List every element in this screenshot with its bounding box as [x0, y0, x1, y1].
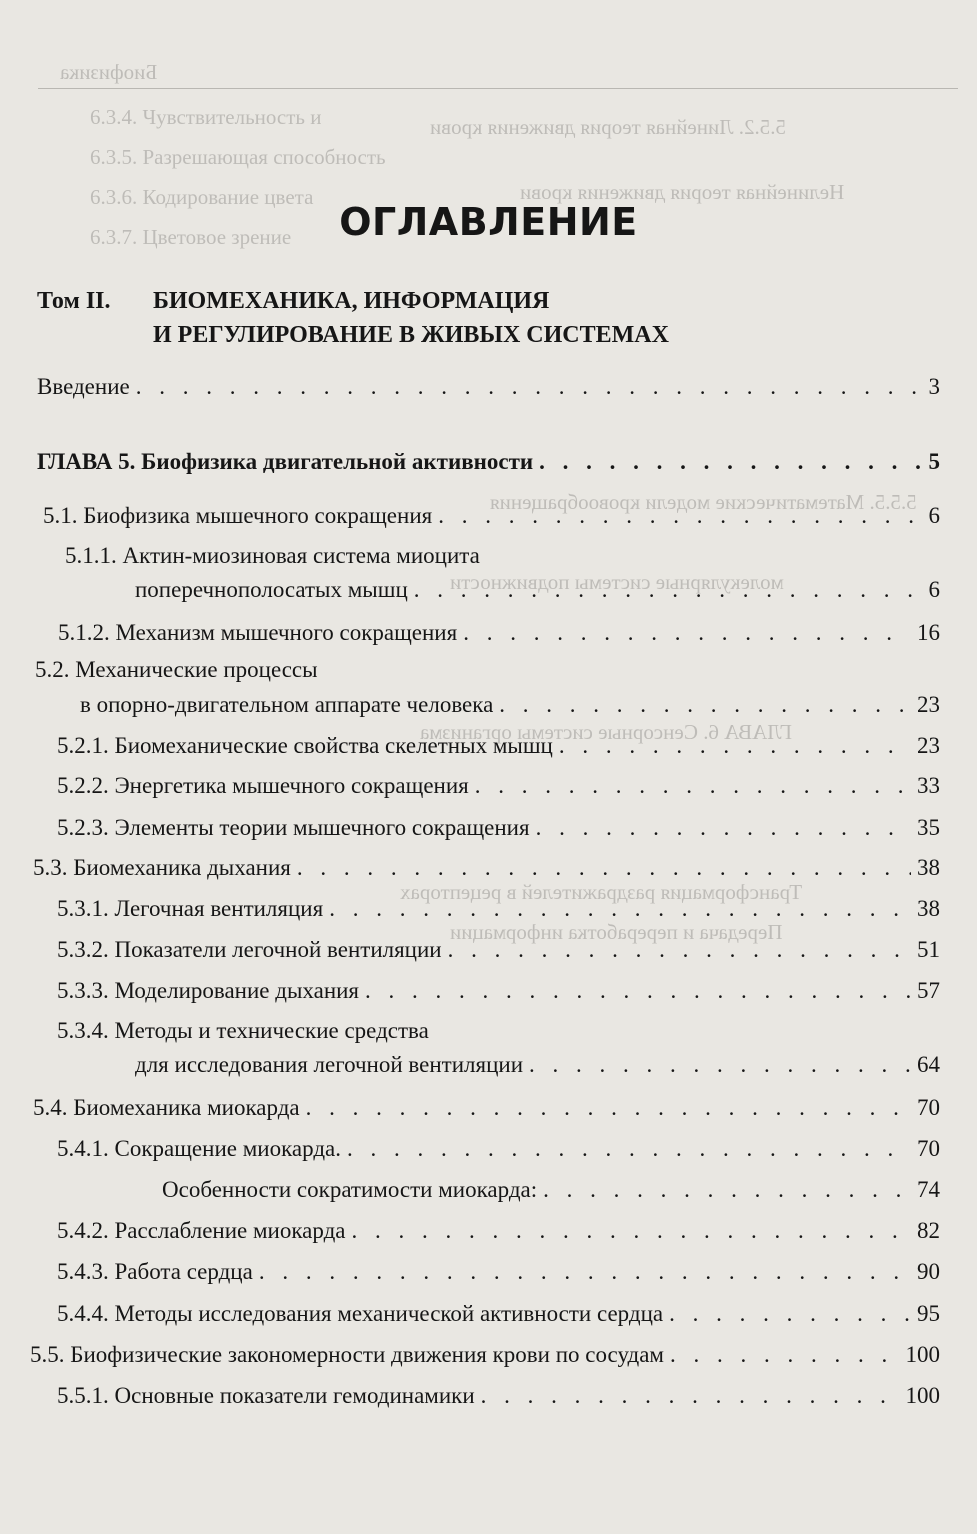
- leader-dots: [463, 620, 911, 646]
- toc-entry-5-5[interactable]: [30, 1342, 940, 1368]
- leader-dots: [670, 1342, 900, 1368]
- toc-entry-5-4[interactable]: [33, 1095, 940, 1121]
- toc-entry-label: 5.3.3. Моделирование дыхания: [57, 978, 360, 1003]
- toc-entry-label: 5.3. Биомеханика дыхания: [33, 855, 291, 880]
- toc-entry-label: 5.2.1. Биомеханические свойства скелетных мышц: [57, 733, 553, 758]
- toc-entry-label: 5.2.3. Элементы теории мышечного сокращения: [57, 815, 530, 840]
- toc-entry-label: 5.5. Биофизические закономерности движения крови по сосудам: [30, 1342, 664, 1367]
- bleed-through-text: 6.3.4. Чувствительность и: [90, 105, 322, 129]
- toc-entry-5-4-3[interactable]: [57, 1259, 940, 1285]
- toc-entry-label: Особенности сократимости миокарда:: [162, 1177, 538, 1202]
- bleed-through-text: Нелинейная теория движения крови: [520, 180, 845, 204]
- leader-dots: [539, 449, 922, 475]
- leader-dots: [352, 1218, 912, 1244]
- bleed-through-text: 6.3.6. Кодирование цвета: [90, 185, 314, 209]
- bleed-through-text: молекулярные системы подвижности: [450, 570, 784, 594]
- toc-entry-page: 95: [917, 1301, 940, 1326]
- toc-entry-page: 38: [917, 896, 940, 921]
- toc-entry-page: 57: [917, 978, 940, 1003]
- bleed-through-text: Трансформация раздражителей в рецепторах: [400, 880, 803, 904]
- toc-entry-page: 23: [917, 692, 940, 717]
- leader-dots: [499, 692, 911, 718]
- toc-entry-label: 5.3.1. Легочная вентиляция: [57, 896, 324, 921]
- toc-entry-page: 64: [917, 1052, 940, 1077]
- header-rule: [38, 88, 958, 89]
- toc-entry-5-2-line1[interactable]: 5.2. Механические процессы: [35, 657, 318, 682]
- volume-title-line2: И РЕГУЛИРОВАНИЕ В ЖИВЫХ СИСТЕМАХ: [153, 322, 669, 348]
- bleed-through-text: 6.3.5. Разрешающая способность: [90, 145, 386, 169]
- leader-dots: [475, 773, 911, 799]
- leader-dots: [329, 896, 911, 922]
- toc-entry-label: 5.5.1. Основные показатели гемодинамики: [57, 1383, 475, 1408]
- toc-entry-page: 33: [917, 773, 940, 798]
- leader-dots: [669, 1301, 911, 1327]
- toc-entry-label: ГЛАВА 5. Биофизика двигательной активности: [37, 449, 534, 474]
- toc-entry-page: 3: [928, 374, 940, 399]
- toc-entry-page: 74: [917, 1177, 940, 1202]
- toc-entry-5-3-4[interactable]: [135, 1052, 940, 1078]
- toc-entry-page: 5: [928, 449, 940, 474]
- page-title: ОГЛАВЛЕНИЕ: [339, 200, 638, 244]
- toc-entry-label: 5.4.2. Расслабление миокарда: [57, 1218, 346, 1243]
- leader-dots: [306, 1095, 911, 1121]
- toc-entry-5-3-4-line1[interactable]: 5.3.4. Методы и технические средства: [57, 1018, 429, 1043]
- bleed-through-text: 5.5.5. Математические модели кровообращения: [490, 490, 917, 514]
- toc-entry-chapter-5[interactable]: [37, 449, 940, 475]
- toc-entry-5-2-2[interactable]: [57, 773, 940, 799]
- toc-entry-page: 70: [917, 1136, 940, 1161]
- toc-entry-5-3-1[interactable]: [57, 896, 940, 922]
- volume-label: Том II.: [37, 288, 111, 314]
- leader-dots: [481, 1383, 900, 1409]
- toc-entry-introduction[interactable]: [37, 374, 940, 400]
- toc-entry-label: 5.4.4. Методы исследования механической активности сердца: [57, 1301, 664, 1326]
- toc-entry-label: в опорно-двигательном аппарате человека: [80, 692, 494, 717]
- leader-dots: [365, 978, 911, 1004]
- toc-entry-label: 5.1.2. Механизм мышечного сокращения: [58, 620, 458, 645]
- toc-entry-page: 70: [917, 1095, 940, 1120]
- toc-entry-5-1-1-line1[interactable]: 5.1.1. Актин-миозиновая система миоцита: [65, 543, 480, 568]
- toc-entry-label: 5.4.1. Сокращение миокарда.: [57, 1136, 341, 1161]
- toc-entry-label: поперечнополосатых мышц: [135, 577, 408, 602]
- toc-entry-5-3-3[interactable]: [57, 978, 940, 1004]
- leader-dots: [536, 815, 911, 841]
- toc-entry-5-5-1[interactable]: [57, 1383, 940, 1409]
- toc-entry-5-2-3[interactable]: [57, 815, 940, 841]
- toc-entry-page: 6: [928, 503, 940, 528]
- leader-dots: [543, 1177, 911, 1203]
- toc-entry-5-2[interactable]: [80, 692, 940, 718]
- toc-entry-5-3[interactable]: [33, 855, 940, 881]
- toc-entry-label: Введение: [37, 374, 130, 399]
- leader-dots: [136, 374, 923, 400]
- toc-entry-5-4-1[interactable]: [57, 1136, 940, 1162]
- bleed-through-text: 5.5.2. Линейная теория движения крови: [430, 115, 787, 139]
- toc-entry-5-1-2[interactable]: [58, 620, 940, 646]
- toc-entry-5-1-1[interactable]: [135, 577, 940, 603]
- toc-entry-5-1[interactable]: [43, 503, 940, 529]
- toc-entry-5-2-1[interactable]: [57, 733, 940, 759]
- leader-dots: [448, 937, 911, 963]
- leader-dots: [414, 577, 923, 603]
- leader-dots: [347, 1136, 911, 1162]
- bleed-through-text: ГЛАВА 6. Сенсорные системы организма: [420, 720, 793, 744]
- toc-entry-page: 6: [928, 577, 940, 602]
- bleed-through-header: Биофизика: [60, 60, 158, 84]
- toc-entry-label: 5.1. Биофизика мышечного сокращения: [43, 503, 433, 528]
- toc-entry-page: 90: [917, 1259, 940, 1284]
- toc-entry-page: 35: [917, 815, 940, 840]
- leader-dots: [529, 1052, 911, 1078]
- toc-entry-label: 5.4. Биомеханика миокарда: [33, 1095, 300, 1120]
- bleed-through-text: 6.3.7. Цветовое зрение: [90, 225, 292, 249]
- toc-entry-label: 5.4.3. Работа сердца: [57, 1259, 253, 1284]
- toc-entry-page: 16: [917, 620, 940, 645]
- leader-dots: [297, 855, 911, 881]
- bleed-through-text: Передача и переработка информации: [450, 920, 783, 944]
- toc-entry-page: 23: [917, 733, 940, 758]
- toc-entry-page: 100: [905, 1383, 940, 1408]
- toc-entry-label: 5.3.2. Показатели легочной вентиляции: [57, 937, 442, 962]
- toc-entry-5-4-4[interactable]: [57, 1301, 940, 1327]
- toc-entry-page: 82: [917, 1218, 940, 1243]
- toc-entry-page: 100: [905, 1342, 940, 1367]
- toc-entry-label: для исследования легочной вентиляции: [135, 1052, 524, 1077]
- toc-entry-page: 51: [917, 937, 940, 962]
- volume-title-line1: БИОМЕХАНИКА, ИНФОРМАЦИЯ: [153, 288, 550, 314]
- leader-dots: [438, 503, 922, 529]
- toc-entry-5-4-1-features[interactable]: [162, 1177, 940, 1203]
- toc-entry-5-3-2[interactable]: [57, 937, 940, 963]
- toc-entry-5-4-2[interactable]: [57, 1218, 940, 1244]
- toc-entry-page: 38: [917, 855, 940, 880]
- leader-dots: [259, 1259, 911, 1285]
- toc-entry-label: 5.2.2. Энергетика мышечного сокращения: [57, 773, 469, 798]
- leader-dots: [559, 733, 911, 759]
